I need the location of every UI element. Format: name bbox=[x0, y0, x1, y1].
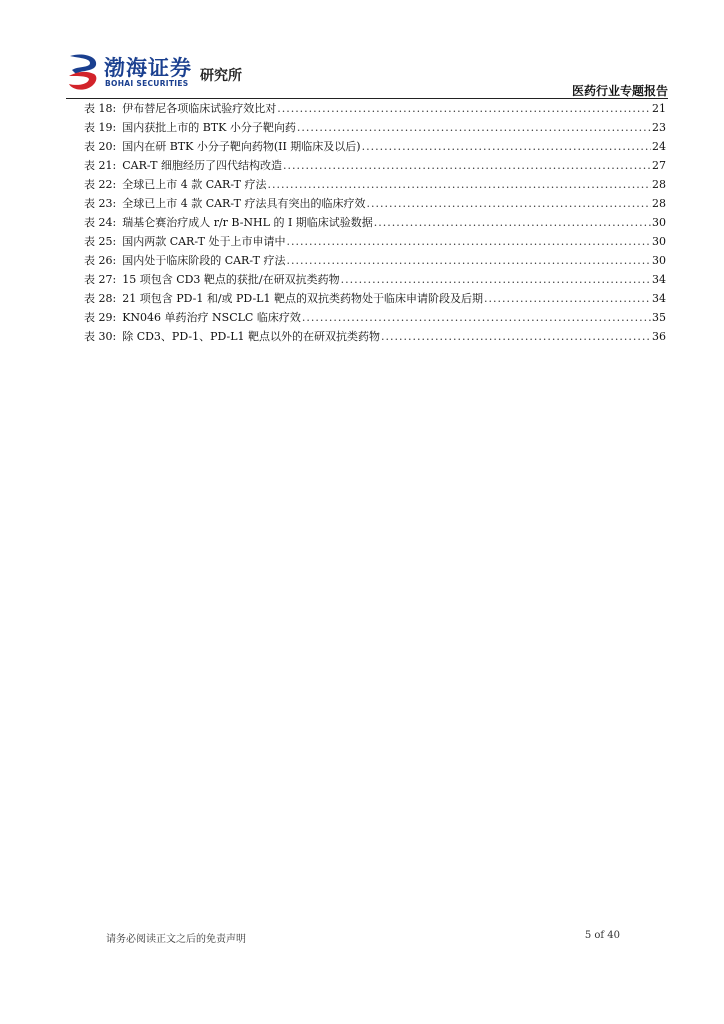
toc-entry-title: 国内两款 CAR-T 处于上市申请中 bbox=[122, 235, 286, 248]
toc-entry-title: 瑞基仑赛治疗成人 r/r B-NHL 的 I 期临床试验数据 bbox=[122, 216, 373, 229]
toc-entry[interactable] bbox=[84, 252, 666, 271]
toc-entry-page: 34 bbox=[652, 273, 666, 286]
toc-entry[interactable] bbox=[84, 157, 666, 176]
institute-name: 研究所 bbox=[200, 68, 242, 84]
toc-leader-dots bbox=[283, 159, 651, 172]
toc-entry-page: 36 bbox=[652, 330, 666, 343]
toc-entry-label: 表 20: bbox=[84, 140, 117, 153]
toc-entry-title: 伊布替尼各项临床试验疗效比对 bbox=[122, 102, 277, 115]
toc-entry-label: 表 25: bbox=[84, 235, 117, 248]
toc-entry-page: 21 bbox=[652, 102, 666, 115]
toc-entry-page: 34 bbox=[652, 292, 666, 305]
toc-entry-page: 30 bbox=[652, 235, 666, 248]
toc-entry-label: 表 22: bbox=[84, 178, 117, 191]
toc-entry[interactable] bbox=[84, 176, 666, 195]
toc-leader-dots bbox=[297, 121, 651, 134]
toc-leader-dots bbox=[367, 197, 652, 210]
toc-entry[interactable] bbox=[84, 271, 666, 290]
toc-leader-dots bbox=[362, 140, 651, 153]
footer-disclaimer: 请务必阅读正文之后的免责声明 bbox=[106, 934, 246, 945]
toc-leader-dots bbox=[302, 311, 651, 324]
toc-entry-title: 21 项包含 PD-1 和/或 PD-L1 靶点的双抗类药物处于临床申请阶段及后期 bbox=[122, 292, 483, 305]
bohai-logo-icon bbox=[66, 52, 100, 92]
toc-entry[interactable] bbox=[84, 195, 666, 214]
toc-entry-page: 35 bbox=[652, 311, 666, 324]
toc-leader-dots bbox=[484, 292, 651, 305]
toc-entry-label: 表 29: bbox=[84, 311, 117, 324]
toc-entry-title: 国内获批上市的 BTK 小分子靶向药 bbox=[122, 121, 296, 134]
toc-entry-title: 全球已上市 4 款 CAR-T 疗法 bbox=[122, 178, 267, 191]
toc-entry-page: 27 bbox=[652, 159, 666, 172]
toc-entry-label: 表 18: bbox=[84, 102, 117, 115]
toc-entry[interactable] bbox=[84, 214, 666, 233]
toc-entry[interactable] bbox=[84, 309, 666, 328]
toc-leader-dots bbox=[381, 330, 651, 343]
toc-leader-dots bbox=[287, 235, 652, 248]
toc-entry-page: 28 bbox=[652, 197, 666, 210]
page-number: 5 of 40 bbox=[584, 930, 620, 941]
toc-entry-label: 表 24: bbox=[84, 216, 117, 229]
toc-leader-dots bbox=[277, 102, 651, 115]
toc-leader-dots bbox=[341, 273, 651, 286]
toc-entry-title: 15 项包含 CD3 靶点的获批/在研双抗类药物 bbox=[122, 273, 340, 286]
toc-entry-title: 全球已上市 4 款 CAR-T 疗法具有突出的临床疗效 bbox=[122, 197, 366, 210]
toc-entry-page: 28 bbox=[652, 178, 666, 191]
toc-entry[interactable] bbox=[84, 138, 666, 157]
toc-entry-label: 表 27: bbox=[84, 273, 117, 286]
bohai-logo bbox=[66, 50, 266, 98]
toc-entry-label: 表 30: bbox=[84, 330, 117, 343]
toc-entry[interactable] bbox=[84, 328, 666, 347]
toc-entry-title: 国内处于临床阶段的 CAR-T 疗法 bbox=[122, 254, 286, 267]
toc-entry-label: 表 21: bbox=[84, 159, 117, 172]
toc-entry-page: 30 bbox=[652, 216, 666, 229]
report-type: 医药行业专题报告 bbox=[571, 84, 668, 98]
toc-entry-page: 30 bbox=[652, 254, 666, 267]
toc-entry[interactable] bbox=[84, 119, 666, 138]
toc-entry[interactable] bbox=[84, 233, 666, 252]
toc-entry-label: 表 28: bbox=[84, 292, 117, 305]
toc-entry-page: 24 bbox=[652, 140, 666, 153]
toc-leader-dots bbox=[374, 216, 651, 229]
toc-entry[interactable] bbox=[84, 100, 666, 119]
toc-entry[interactable] bbox=[84, 290, 666, 309]
toc-leader-dots bbox=[268, 178, 652, 191]
toc-leader-dots bbox=[287, 254, 652, 267]
toc-entry-label: 表 19: bbox=[84, 121, 117, 134]
toc-entry-label: 表 26: bbox=[84, 254, 117, 267]
toc-entry-title: 国内在研 BTK 小分子靶向药物(II 期临床及以后) bbox=[122, 140, 361, 153]
toc-entry-title: CAR-T 细胞经历了四代结构改造 bbox=[122, 159, 283, 172]
toc-entry-page: 23 bbox=[652, 121, 666, 134]
toc-entry-title: KN046 单药治疗 NSCLC 临床疗效 bbox=[122, 311, 301, 324]
toc-entry-label: 表 23: bbox=[84, 197, 117, 210]
logo-chinese-name: 渤海证券 bbox=[104, 56, 192, 80]
toc-list bbox=[84, 100, 666, 347]
toc-entry-title: 除 CD3、PD-1、PD-L1 靶点以外的在研双抗类药物 bbox=[122, 330, 381, 343]
header-divider bbox=[66, 98, 668, 99]
logo-english-name: BOHAI SECURITIES bbox=[105, 79, 189, 88]
